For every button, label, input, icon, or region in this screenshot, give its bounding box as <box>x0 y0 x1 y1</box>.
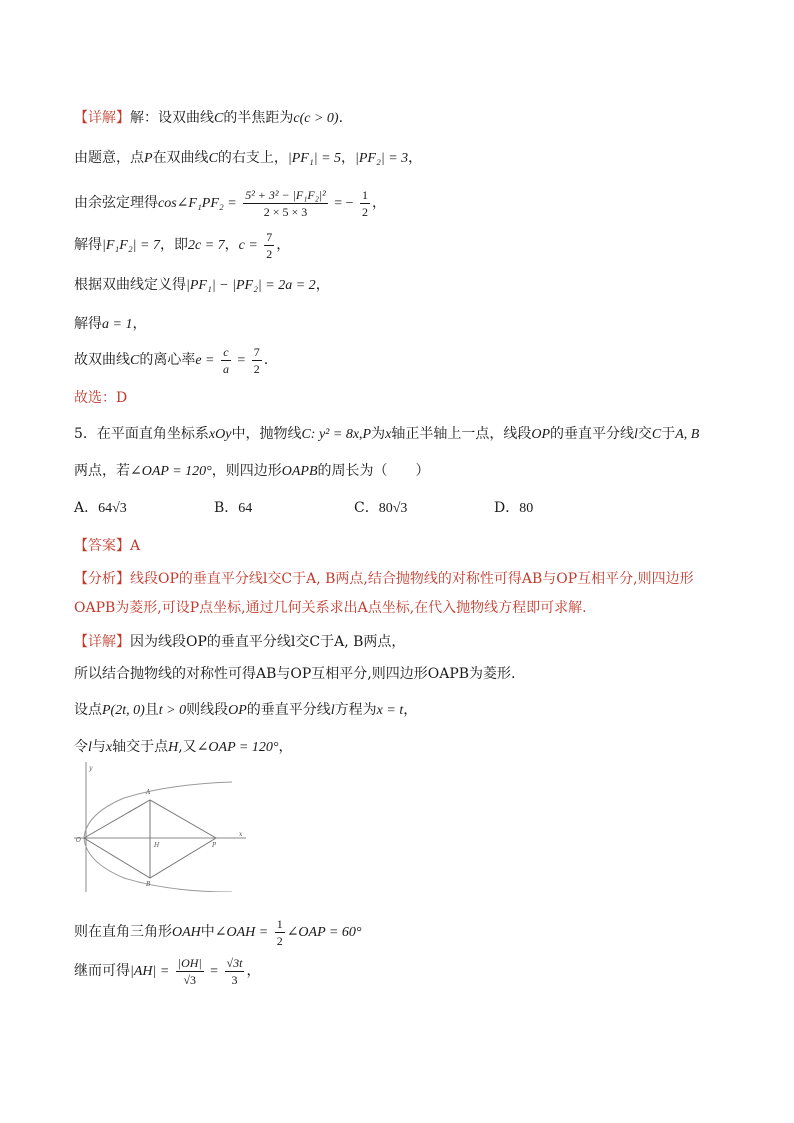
parabola-curve <box>84 782 232 892</box>
detail-line-6: 解得a = 1， <box>74 316 147 332</box>
label-y: y <box>89 765 93 772</box>
seven-halves-fraction: $\frac{7}{2}$ <box>253 344 260 376</box>
cosine-fraction: $\frac{\text{5² + 3² − |F₁F₂|²}}{2 \times 5 \times 3}$ <box>245 187 326 219</box>
eccentricity-fraction: $\frac{c}{a}$ <box>222 344 229 376</box>
ah-fraction-1: $\frac{|OH|}{√3}$ <box>177 955 202 987</box>
ah-fraction-2: $\frac{√3t}{3}$ <box>226 955 243 987</box>
detail-q5-line-5: 则在直角三角形OAH中∠OAH = $\frac{1}{2}$ ∠OAP = 60° <box>74 916 362 948</box>
detail-line-5: 根据双曲线定义得|PF₁| − |PF₂| = 2a = 2， <box>74 277 330 293</box>
label-p: P <box>212 842 217 849</box>
label-a: A <box>146 789 151 796</box>
parabola-rhombus-figure <box>74 762 246 892</box>
label-h: H <box>154 842 160 849</box>
answer-line: 【答案】A <box>74 538 141 554</box>
detail-q5-line-3: 设点P(2t, 0)且t > 0则线段OP的垂直平分线l方程为x = t， <box>74 702 418 718</box>
label-o: O <box>76 837 81 844</box>
c-fraction: $\frac{7}{2}$ <box>266 229 273 261</box>
option-a[interactable]: A．64√3 <box>74 500 127 516</box>
label-x: x <box>239 831 243 838</box>
option-b[interactable]: B．64 <box>214 500 253 516</box>
half-angle-fraction: $\frac{1}{2}$ <box>276 916 283 948</box>
option-d[interactable]: D．80 <box>494 500 534 516</box>
label-b: B <box>146 881 151 888</box>
detail-q5-line-2: 所以结合抛物线的对称性可得AB与OP互相平分,则四边形OAPB为菱形. <box>74 666 516 682</box>
question-5-line-2: 两点，若∠OAP = 120°，则四边形OAPB的周长为（ ） <box>74 463 430 479</box>
detail-line-1: 【详解】解：设双曲线C的半焦距为c(c > 0). <box>74 110 344 126</box>
options-row <box>74 498 634 519</box>
detail-tag: 【详解】 <box>74 110 130 126</box>
option-c[interactable]: C．80√3 <box>354 500 408 516</box>
analysis-line-2: OAPB为菱形,可设P点坐标,通过几何关系求出A点坐标,在代入抛物线方程即可求解. <box>74 600 587 616</box>
half-fraction: $\frac{1}{2}$ <box>361 187 368 219</box>
detail-line-4: 解得|F₁F₂| = 7，即2c = 7，c = $\frac{7}{2}$ ， <box>74 229 291 261</box>
detail-line-7: 故双曲线C的离心率e = $\frac{c}{a}$ = $\frac{7}{2}$ . <box>74 344 269 376</box>
detail-q5-line-6: 继而可得|AH| = $\frac{|OH|}{√3}$ = $\frac{√3t}{3}$ ， <box>74 955 261 987</box>
analysis-line-1: 【分析】线段OP的垂直平分线l交C于A, B两点,结合抛物线的对称性可得AB与OP互相平分,则四边形 <box>74 571 694 587</box>
question-5-line-1: 5．在平面直角坐标系xOy中，抛物线C: y² = 8x,P为x轴正半轴上一点，线段OP的垂直平分线l交C于A, B <box>74 426 700 442</box>
detail-q5-line-1: 【详解】因为线段OP的垂直平分线l交C于A, B两点， <box>74 634 406 650</box>
detail-q5-line-4: 令l与x轴交于点H,又∠OAP = 120°， <box>74 739 293 755</box>
choice-line: 故选：D <box>74 390 128 406</box>
detail-line-3: 由余弦定理得cos∠F₁PF₂ = $\frac{\text{5² + 3² − |F₁F₂|²}}{2 \times 5 \times 3}$ = − $\frac{1}{2}$ ， <box>74 187 386 219</box>
detail-line-2: 由题意，点P在双曲线C的右支上，|PF₁| = 5，|PF₂| = 3， <box>74 150 423 166</box>
